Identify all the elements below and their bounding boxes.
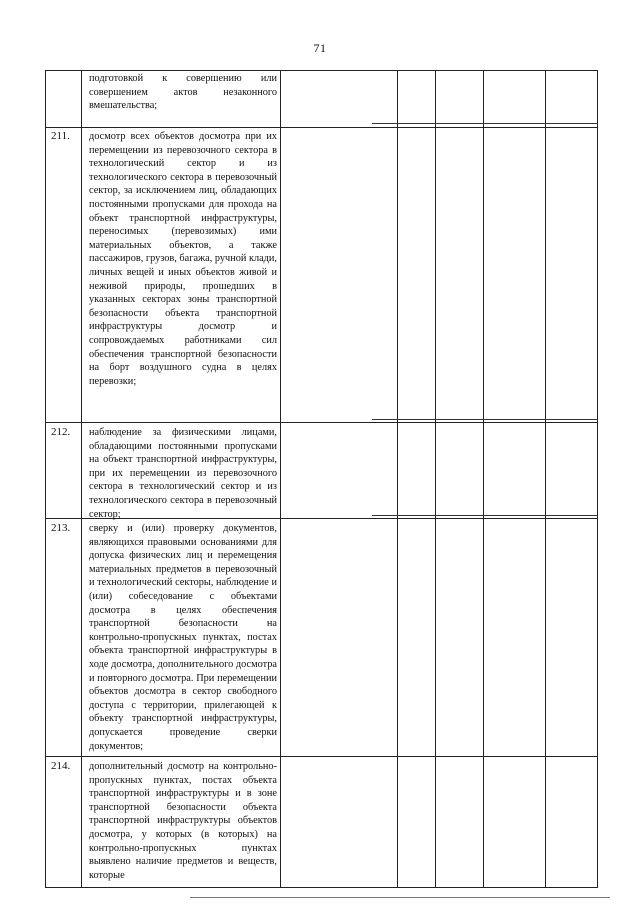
table-border-right xyxy=(597,70,598,888)
row-separator xyxy=(45,422,598,423)
column-divider xyxy=(435,70,436,888)
row-number: 213. xyxy=(51,522,71,534)
table-border-bottom xyxy=(45,887,598,888)
row-number: 212. xyxy=(51,426,71,438)
scan-edge-line xyxy=(190,897,610,898)
row-text: досмотр всех объектов досмотра при их перемещении из перевозочного сектора в технологический сектор и из технологического сектора в перевозочный сектор, за исключением лиц, обладающих постоянными пропусками для прохода на объект транспортной инфраструктуры, переносимых (перевозимых) ими материальных объектов, а также пассажиров, грузов, багажа, ручной клади, личных вещей и иных объектов живой и неживой природы, прошедших в указанных секторах зоны транспортной безопасности объекта транспортной инфраструктуры досмотр и сопровождаемых работниками сил обеспечения транспортной безопасности на борт воздушного судна в целях перевозки; xyxy=(89,131,277,387)
sub-line xyxy=(372,419,598,420)
sub-line xyxy=(372,515,598,516)
row-text: наблюдение за физическими лицами, обладающими постоянными пропусками на объект транспортной инфраструктуры, при их перемещении из перевозочного сектора в технологический сектор и из технологического сектора в перевозочный сектор; xyxy=(89,427,277,520)
page-number: 71 xyxy=(313,41,327,55)
column-divider xyxy=(81,70,82,888)
row-number: 211. xyxy=(51,130,70,142)
requirements-table xyxy=(45,70,598,888)
table-border-left xyxy=(45,70,46,888)
column-divider xyxy=(397,70,398,888)
row-number: 214. xyxy=(51,760,71,772)
column-divider xyxy=(280,70,281,888)
column-divider xyxy=(545,70,546,888)
row-text: подготовкой к совершению или совершением актов незаконного вмешательства; xyxy=(89,73,277,112)
row-text: дополнительный досмотр на контрольно-пропускных пунктах, постах объекта транспортной инфраструктуры и в зоне транспортной безопасности объекта транспортной инфраструктуры объектов досмотра, у которых (в которых) на контрольно-пропускных пунктах выявлено наличие предметов и веществ, которые xyxy=(89,761,277,881)
sub-line xyxy=(372,123,598,124)
row-separator xyxy=(45,756,598,757)
column-divider xyxy=(483,70,484,888)
row-separator xyxy=(45,127,598,128)
table-border-top xyxy=(45,70,598,71)
row-text: сверку и (или) проверку документов, являющихся правовыми основаниями для допуска физических лиц и перемещения материальных предметов в перевозочный и технологический секторы, наблюдение и (или) собеседование с объектами досмотра в целях обеспечения транспортной безопасности на контрольно-пропускных пунктах, постах объекта транспортной инфраструктуры в ходе досмотра, дополнительного досмотра и повторного досмотра. При перемещении объектов досмотра в сектор свободного доступа с территории, прилегающей к объекту транспортной инфраструктуры, допускается проведение сверки документов; xyxy=(89,523,277,752)
